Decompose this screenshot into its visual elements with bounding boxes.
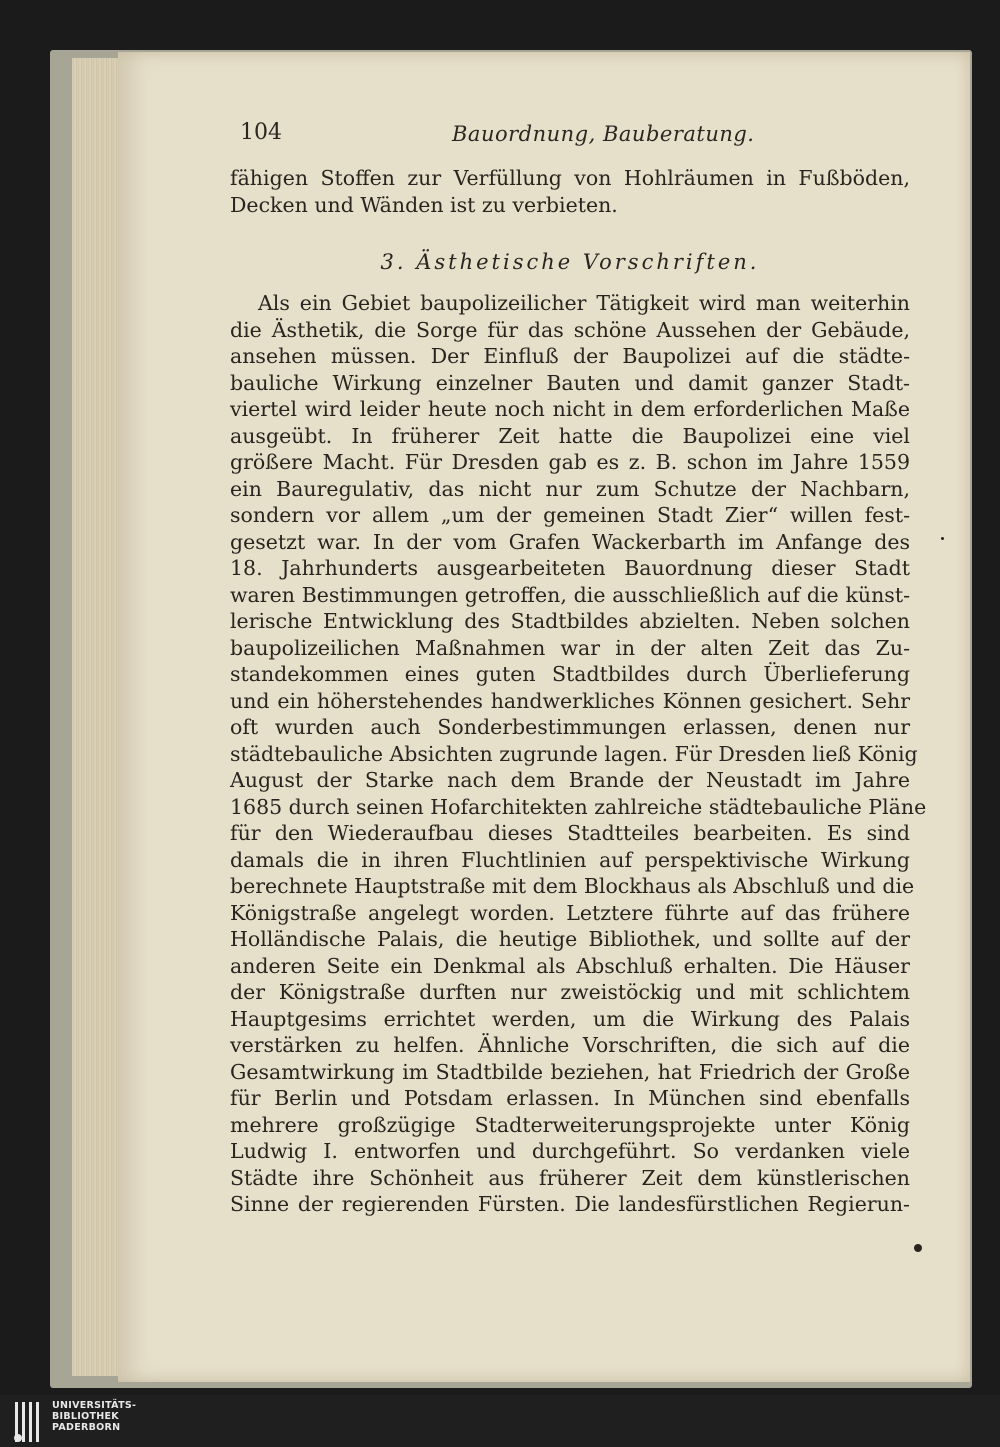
text-line: ansehen müssen. Der Einfluß der Baupolizei auf die städte- bbox=[230, 344, 910, 368]
text-line: Hauptgesims errichtet werden, um die Wirkung des Palais bbox=[230, 1006, 910, 1031]
footer-bar bbox=[0, 1395, 1000, 1447]
text-line: Holländische Palais, die heutige Bibliothek, und sollte auf der bbox=[230, 927, 910, 951]
text-line: baupolizeilichen Maßnahmen war in der alten Zeit das Zu- bbox=[230, 635, 910, 660]
text-line: mehrere großzügige Stadterweiterungsprojekte unter König bbox=[230, 1112, 910, 1137]
logo-line: UNIVERSITÄTS- bbox=[52, 1400, 137, 1411]
text-line: waren Bestimmungen getroffen, die ausschließlich auf die künst- bbox=[230, 582, 910, 607]
text-line: städtebauliche Absichten zugrunde lagen. Für Dresden ließ König bbox=[230, 741, 918, 766]
text-line: viertel wird leider heute noch nicht in dem erforderlichen Maße bbox=[230, 397, 910, 421]
library-logo-icon bbox=[12, 1400, 46, 1444]
text-line: anderen Seite ein Denkmal als Abschluß erhalten. Die Häuser bbox=[230, 953, 910, 978]
text-line: größere Macht. Für Dresden gab es z. B. schon im Jahre 1559 bbox=[230, 450, 910, 474]
text-line: bauliche Wirkung einzelner Bauten und damit ganzer Stadt- bbox=[230, 370, 910, 395]
text-line: ausgeübt. In früherer Zeit hatte die Baupolizei eine viel bbox=[230, 423, 910, 448]
running-head bbox=[240, 120, 940, 160]
text-line: Königstraße angelegt worden. Letztere führte auf das frühere bbox=[230, 900, 910, 925]
text-line: Gesamtwirkung im Stadtbilde beziehen, hat Friedrich der Große bbox=[230, 1059, 910, 1084]
page-number: 104 bbox=[240, 120, 282, 145]
logo-line: BIBLIOTHEK bbox=[52, 1411, 119, 1422]
text-line: die Ästhetik, die Sorge für das schöne Aussehen der Gebäude, bbox=[230, 317, 910, 342]
text-line: oft wurden auch Sonderbestimmungen erlassen, denen nur bbox=[230, 715, 910, 739]
library-logo-text bbox=[52, 1400, 136, 1433]
text-line: 18. Jahrhunderts ausgearbeiteten Bauordnung dieser Stadt bbox=[230, 556, 910, 580]
text-line: für Berlin und Potsdam erlassen. In München sind ebenfalls bbox=[230, 1086, 910, 1110]
section-heading: 3. Ästhetische Vorschriften. bbox=[380, 250, 760, 274]
text-line: Sinne der regierenden Fürsten. Die landesfürstlichen Regierun- bbox=[230, 1192, 910, 1216]
text-line: für den Wiederaufbau dieses Stadtteiles bearbeiten. Es sind bbox=[230, 821, 910, 845]
margin-dot bbox=[941, 537, 944, 540]
margin-dot bbox=[914, 1244, 922, 1252]
text-line: sondern vor allem „um der gemeinen Stadt Zier“ willen fest- bbox=[230, 503, 910, 527]
text-line: ein Bauregulativ, das nicht nur zum Schutze der Nachbarn, bbox=[230, 476, 910, 501]
text-line: lerische Entwicklung des Stadtbildes abzielten. Neben solchen bbox=[230, 609, 910, 633]
text-line: gesetzt war. In der vom Grafen Wackerbarth im Anfange des bbox=[230, 529, 910, 554]
running-title: Bauordnung, Bauberatung. bbox=[452, 122, 755, 146]
text-line: und ein höherstehendes handwerkliches Können gesichert. Sehr bbox=[230, 688, 910, 713]
text-line: August der Starke nach dem Brande der Neustadt im Jahre bbox=[230, 768, 910, 792]
text-line: 1685 durch seinen Hofarchitekten zahlreiche städtebauliche Pläne bbox=[230, 794, 927, 819]
logo-line: PADERBORN bbox=[52, 1422, 121, 1433]
text-line: Decken und Wänden ist zu verbieten. bbox=[230, 192, 618, 217]
text-block bbox=[230, 165, 927, 1218]
text-line: der Königstraße durften nur zweistöckig und mit schlichtem bbox=[230, 980, 910, 1004]
text-line: fähigen Stoffen zur Verfüllung von Hohlräumen in Fußböden, bbox=[230, 166, 910, 190]
text-line: Als ein Gebiet baupolizeilicher Tätigkeit wird man weiterhin bbox=[258, 291, 910, 315]
text-line: verstärken zu helfen. Ähnliche Vorschriften, die sich auf die bbox=[230, 1033, 910, 1057]
text-line: berechnete Hauptstraße mit dem Blockhaus als Abschluß und die bbox=[230, 874, 915, 898]
text-line: Städte ihre Schönheit aus früherer Zeit dem künstlerischen bbox=[230, 1165, 910, 1190]
text-line: damals die in ihren Fluchtlinien auf perspektivische Wirkung bbox=[230, 847, 910, 872]
text-line: standekommen eines guten Stadtbildes durch Überlieferung bbox=[230, 662, 910, 686]
text-line: Ludwig I. entworfen und durchgeführt. So verdanken viele bbox=[230, 1139, 910, 1163]
